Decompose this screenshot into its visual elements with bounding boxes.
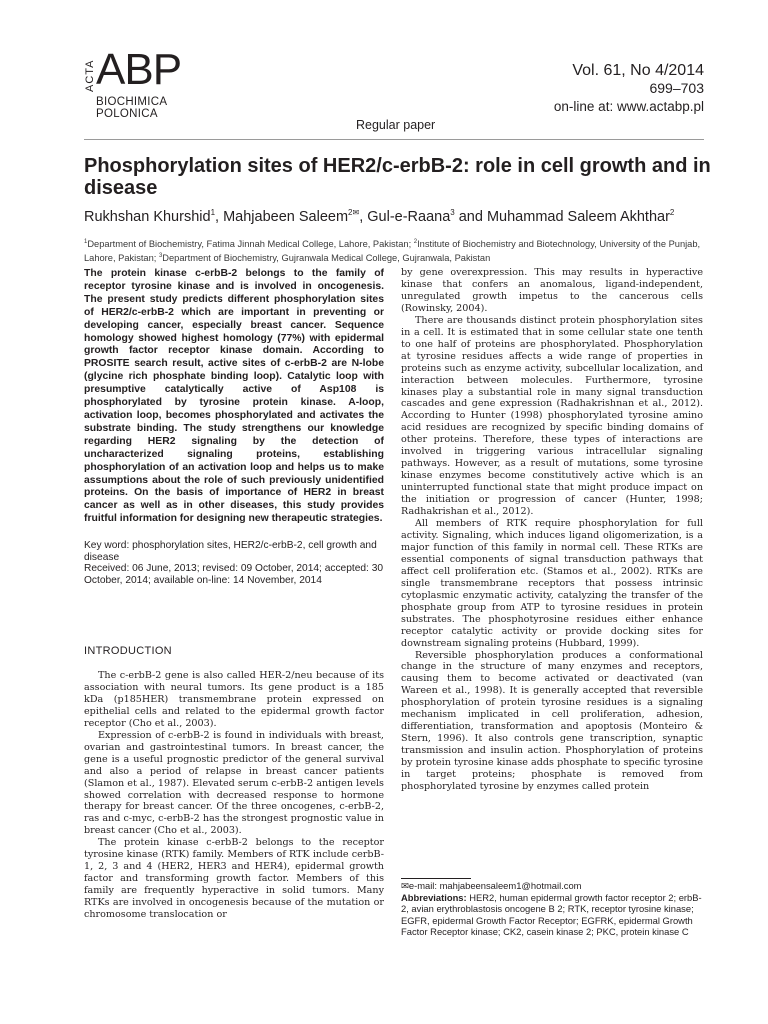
body-paragraph: All members of RTK require phosphorylation for full activity. Signaling, which induces ligand oligomerization, is a major function of this family in normal cell. These RTKs are essential components of signal transduction pathways that affect cell proliferation etc. (Stamos et al., 2002). RTKs are single transmembrane receptors that possess intrinsic cytoplasmic enzymatic activity, catalyzing the transfer of the phosphate group from ATP to tyrosine residues in protein substrates. The phosphotyrosine residues either enhance receptor catalytic activity or provide docking sites for downstream signaling proteins (Hubbard, 1999). [401,518,703,649]
affiliation-text: Institute of Biochemistry and Biotechnology, University of the Punjab, Lahore, Pakistan; [84,239,701,263]
body-paragraph: Expression of c-erbB-2 is found in individuals with breast, ovarian and gastrointestinal tumors. In breast cancer, the gene is a useful prognostic predictor of the general survival and also a period of relapse in breast cancer patients (Slamon et al., 1987). Elevated serum c-erbB-2 antigen levels showed correlation with decreased response to hormone therapy for breast cancer. Of the three oncogenes, c-erbB-2, ras and c-myc, c-erbB-2 has the strongest prognostic value in breast cancer (Cho et al., 2003). [84,729,384,837]
author-list [84,208,724,225]
paper-type: Regular paper [356,118,436,132]
abbreviations-label: Abbreviations: [401,892,470,904]
abstract: The protein kinase c-erbB-2 belongs to the family of receptor tyrosine kinase and is involved in oncogenesis. The present study predicts different phosphorylation sites of HER2/c-erbB-2 which are important in preventing or developing cancer, especially breast cancer. Sequence homology showed highest homology (77%) with epidermal growth factor receptor kinase domain. According to PROSITE search result, active sites of c-erbB-2 are N-lobe (glycine rich phosphate binding loop). Catalytic loop with presumptive catalytically active of Asp108 is phosphorylated by tyrosine protein kinase. A-loop, activation loop, becomes phosphorylated and activates the substrate binding. The study strengthens our knowledge regarding HER2 signaling by the detection of uncharacterized signaling proteins, establishing phosphorylation of an activation loop and helps us to make assumptions about the role of such previously unidentified proteins. On the basis of importance of HER2 in breast cancer as well as in other diseases, this study provides fruitful information for designing new therapeutic strategies. [84,268,384,525]
journal-info [554,61,704,115]
body-column-right [401,267,703,793]
author-sep: , [215,208,224,225]
author-sup: 2 [669,208,675,217]
affiliation-sup: 2 [413,239,418,245]
keywords [84,540,384,564]
journal-logo [84,45,182,122]
footnote-email: ✉e-mail: mahjabeensaleem1@hotmail.com [401,880,582,891]
journal-volume: Vol. 61, No 4/2014 [572,62,704,79]
abbreviations-text: HER2, human epidermal growth factor receptor 2; erbB-2, avian erythroblastosis oncogene B 2; RTK, receptor tyrosine kinase; EGFR, epidermal Growth Factor Receptor; EGFRK, epidermal Growth Factor Receptor kinase; CK2, casein kinase 2; PKC, protein kinase C [401,892,702,937]
header-divider [84,139,704,140]
affiliation-sup: 3 [158,252,163,259]
body-paragraph: Reversible phosphorylation produces a conformational change in the structure of many enzymes and receptors, causing them to become activated or deactivated (van Wareen et al., 1998). It is generally accepted that reversible phosphorylation of protein tyrosine residues is a signaling mechanism implicated in cell proliferation, adhesion, differentiation, transformation and apoptosis (Monteiro & Stern, 1996). It also controls gene transcription, synaptic transmission and insulin action. Phosphorylation of proteins by protein tyrosine kinase adds phosphate to specific tyrosine in target proteins; phosphate is removed from phosphorylated tyrosine by enzymes called protein [401,649,703,792]
footnote [401,880,703,937]
author-sup: 3 [450,208,455,217]
author-sup: 1 [210,208,216,217]
body-paragraph: There are thousands distinct protein phosphorylation sites in a cell. It is estimated that in some cellular state one tenth to one half of proteins are phosphorylated. Phosphorylation at tyrosine residues affects a wide range of properties in proteins such as enzyme activity, subcellular localization, and interaction between molecules. Furthermore, tyrosine kinases play a substantial role in many signal transduction cascades and gene expression (Radhakrishnan et al., 2012). According to Hunter (1998) phosphorylated tyrosine amino acid residues are recognized by specific binding domains of other proteins. Therefore, these types of interactions are involved in triggering various intracellular signaling pathways. However, as a result of mutations, some tyrosine kinase enzymes become constitutively active which is an uninterrupted functional state that might produce impact on the initiation or progression of cancer (Hunter, 1998; Radhakrishan et al., 2012). [401,314,703,518]
paper-title: Phosphorylation sites of HER2/c-erbB-2: role in cell growth and in disease [84,155,711,199]
footnote-abbreviations [401,892,703,937]
affiliation-text: Department of Biochemistry, Gujranwala Medical College, Gujranwala, Pakistan [162,252,491,263]
affiliation-text: Department of Biochemistry, Fatima Jinnah Medical College, Lahore, Pakistan; [87,239,414,250]
author-name: Muhammad Saleem Akhthar [486,208,670,225]
keywords-label: Key word: [84,540,133,551]
author-name: Rukhshan Khurshid [84,208,211,225]
journal-pages: 699–703 [649,80,704,96]
logo-biochimica: BIOCHIMICA [96,96,168,108]
logo-acta: ACTA [84,59,96,92]
logo-subtitle [96,96,167,120]
section-heading-introduction: INTRODUCTION [84,645,172,657]
body-paragraph: The c-erbB-2 gene is also called HER-2/neu because of its association with neural tumors. Its gene product is a 185 kDa (p185HER) transmembrane protein expressed on epithelial cells and related to the epidermal growth factor receptor (Cho et al., 2003). [84,670,384,729]
keywords-text: phosphorylation sites, HER2/c-erbB-2, cell growth and disease [84,540,377,564]
journal-online: on-line at: www.actabp.pl [553,99,704,114]
footnote-divider [401,878,471,879]
author-sep: , [359,208,368,225]
author-sep: and [454,208,487,225]
author-name: Mahjabeen Saleem [223,208,349,225]
affiliation-sup: 1 [84,239,88,245]
author-name: Gul-e-Raana [367,208,451,225]
logo-polonica: POLONICA [96,108,158,120]
affiliations [84,237,704,264]
body-paragraph: The protein kinase c-erbB-2 belongs to the receptor tyrosine kinase (RTK) family. Members of RTK include cerbB-1, 2, 3 and 4 (HER2, HER3 and HER4), epidermal growth factor and transforming growth factor. Members of this family are frequently hyperactive in solid tumors. Many RTKs are involved in oncogenesis because of the mutation or chromosome translocation or [84,837,384,921]
body-paragraph: by gene overexpression. This may results in hyperactive kinase that confers an anomalous, ligand-independent, unregulated growth impetus to the cancerous cells (Rowinsky, 2004). [401,267,703,314]
author-sup: 2✉ [348,208,360,217]
article-dates: Received: 06 June, 2013; revised: 09 October, 2014; accepted: 30 October, 2014; available on-line: 14 November, 2014 [84,563,384,587]
body-column-left [84,670,384,921]
logo-abp: ABP [96,45,182,94]
